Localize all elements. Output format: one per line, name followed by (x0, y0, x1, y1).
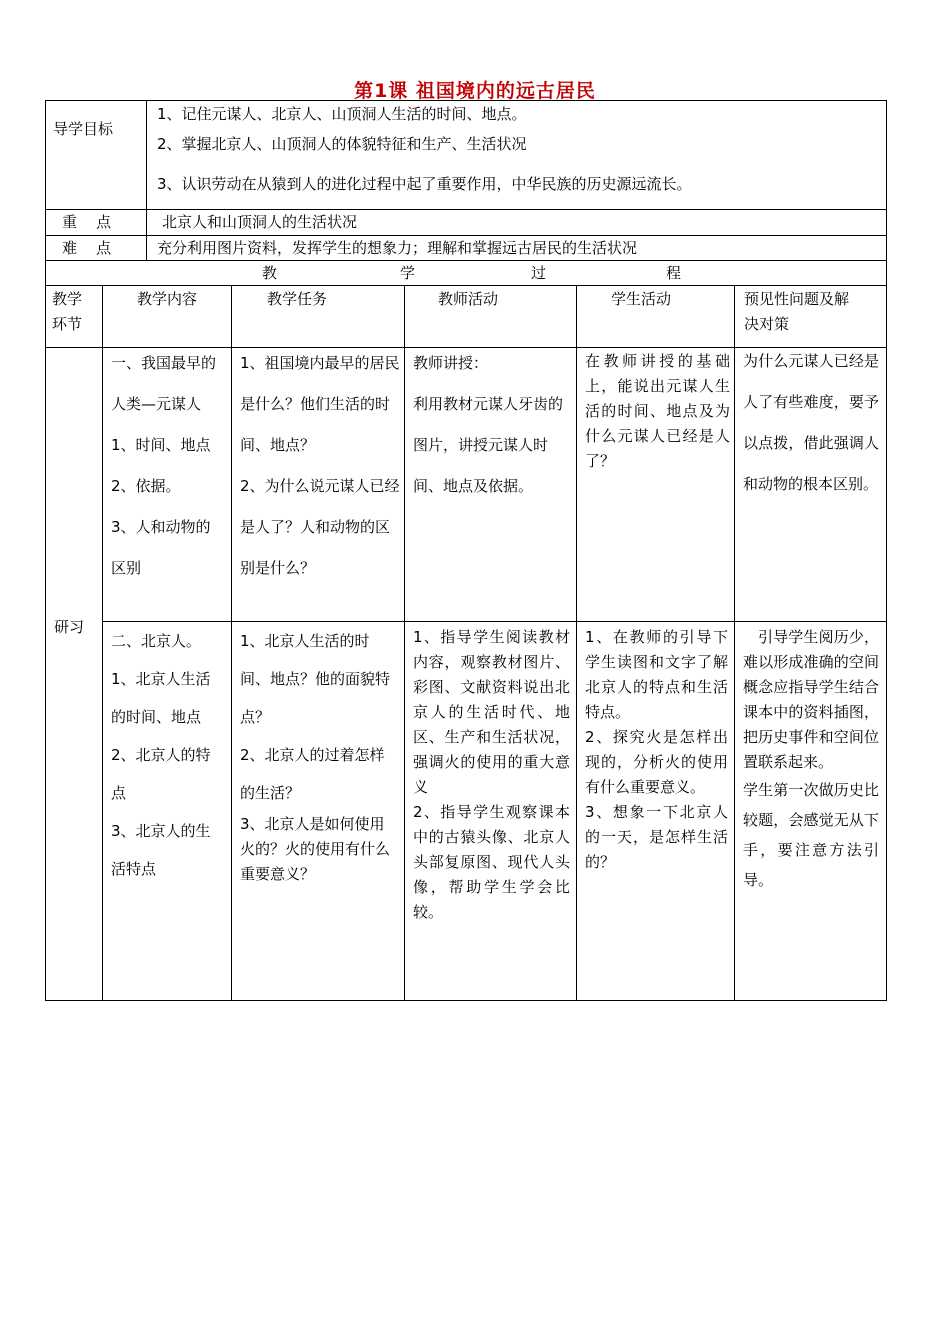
row1-solution (743, 341, 879, 505)
process-header-char: 程 (666, 264, 682, 282)
row2-solution (743, 625, 879, 895)
col-divider (102, 285, 103, 1001)
task-line: 2、北京人的过着怎样的生活？ (240, 746, 385, 802)
content-line: 2、依据。 (111, 477, 181, 495)
student-line: 在教师讲授的基础上，能说出元谋人生活的时间、地点及为什么元谋人已经是人了？ (585, 352, 730, 470)
task-line: 1、北京人生活的时间、地点？他的面貌特点？ (240, 632, 391, 726)
content-line: 3、人和动物的区别 (111, 518, 211, 577)
key-point-label: 重 点 (62, 213, 112, 231)
content-line: 二、北京人。 (111, 632, 202, 650)
process-header-char: 教 (262, 264, 278, 282)
task-line: 1、祖国境内最早的居民是什么？他们生活的时间、地点？ (240, 354, 400, 454)
row-divider (45, 285, 887, 286)
column-header-task: 教学任务 (267, 290, 328, 308)
task-line: 3、北京人是如何使用火的？火的使用有什么重要意义？ (240, 815, 391, 883)
process-header-char: 过 (531, 264, 547, 282)
col-divider (404, 285, 405, 1001)
col-divider (231, 285, 232, 1001)
objective-item: 1、记住元谋人、北京人、山顶洞人生活的时间、地点。 (157, 105, 527, 123)
row2-content (111, 622, 225, 888)
student-line: 3、想象一下北京人的一天，是怎样生活的？ (585, 803, 728, 871)
page-title: 第1课 祖国境内的远古居民 (354, 80, 596, 102)
student-line: 1、在教师的引导下学生读图和文字了解北京人的特点和生活特点。 (585, 628, 728, 721)
col-divider (146, 100, 147, 260)
column-header-teacher: 教师活动 (438, 290, 499, 308)
content-line: 3、北京人的生活特点 (111, 822, 211, 878)
teacher-line: 2、指导学生观察课本中的古猿头像、北京人头部复原图、现代人头像，帮助学生学会比较。 (413, 803, 570, 921)
column-header-student: 学生活动 (611, 290, 672, 308)
col-divider (576, 285, 577, 1001)
content-line: 一、我国最早的人类—元谋人 (111, 354, 217, 413)
row1-student (585, 349, 730, 474)
solution-line: 学生第一次做历史比较题，会感觉无从下手，要注意方法引导。 (743, 781, 879, 889)
difficulty-text: 充分利用图片资料，发挥学生的想象力；理解和掌握远古居民的生活状况 (157, 239, 638, 257)
column-header-solution: 预见性问题及解决对策 (744, 290, 850, 333)
solution-line: 引导学生阅历少，难以形成准确的空间概念应指导学生结合课本中的资料插图，把历史事件和空间位置联系起来。 (743, 628, 879, 771)
objective-item: 2、掌握北京人、山顶洞人的体貌特征和生产、生活状况 (157, 135, 527, 153)
solution-line: 为什么元谋人已经是人了有些难度，要予以点拨，借此强调人和动物的根本区别。 (743, 352, 879, 493)
content-line: 1、北京人生活的时间、地点 (111, 670, 211, 726)
teacher-line: 1、指导学生阅读教材内容，观察教材图片、彩图、文献资料说出北京人的生活时代、地区、生产和生活状况，强调火的使用的重大意义 (413, 628, 570, 796)
column-header-content: 教学内容 (137, 290, 198, 308)
task-line: 2、为什么说元谋人已经是人了？人和动物的区别是什么？ (240, 477, 400, 577)
col-divider (734, 285, 735, 1001)
process-header-char: 学 (400, 264, 416, 282)
row1-teacher (413, 343, 571, 507)
objective-item: 3、认识劳动在从猿到人的进化过程中起了重要作用，中华民族的历史源远流长。 (157, 175, 692, 193)
section-label: 研习 (54, 618, 85, 636)
key-point-text: 北京人和山顶洞人的生活状况 (162, 213, 358, 231)
row2-task (240, 622, 398, 887)
teacher-line: 利用教材元谋人牙齿的图片，讲授元谋人时间、地点及依据。 (413, 395, 564, 495)
row2-teacher (413, 625, 570, 925)
objectives-label: 导学目标 (53, 120, 114, 138)
teacher-line: 教师讲授： (413, 354, 489, 372)
column-header-stage: 教学环节 (52, 290, 83, 333)
row1-task (240, 343, 400, 589)
difficulty-label: 难 点 (62, 239, 112, 257)
row2-student (585, 625, 728, 875)
content-line: 1、时间、地点 (111, 436, 211, 454)
student-line: 2、探究火是怎样出现的，分析火的使用有什么重要意义。 (585, 728, 728, 796)
row1-content (111, 343, 225, 589)
content-line: 2、北京人的特点 (111, 746, 211, 802)
